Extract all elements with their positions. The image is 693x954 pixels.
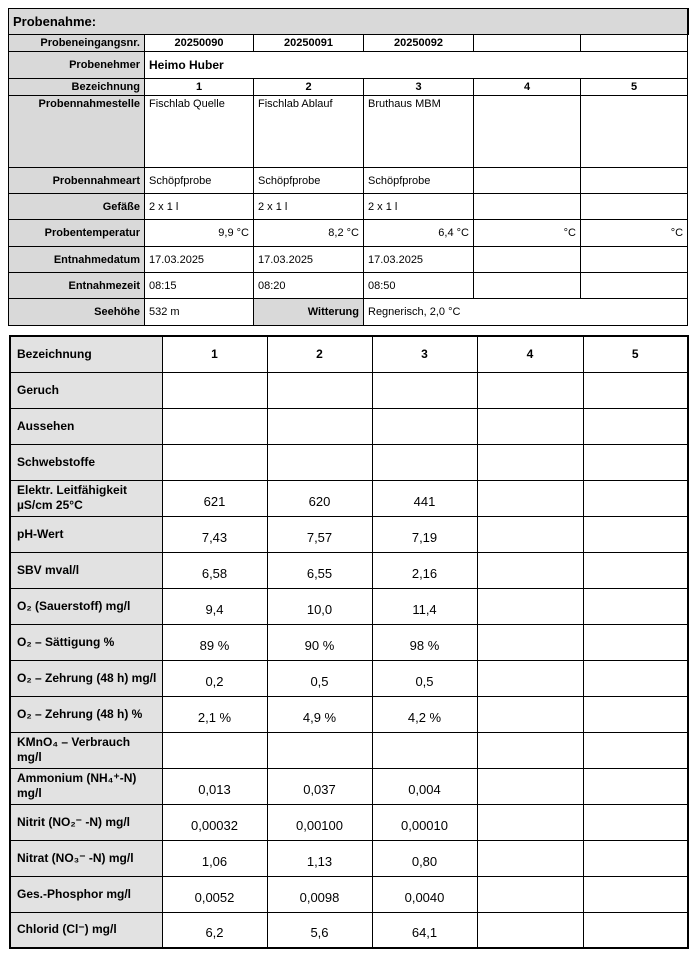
row-value-1: 0,013 <box>162 768 267 804</box>
analyse-col-3: 3 <box>372 336 477 372</box>
table-row <box>10 876 688 912</box>
label-witterung: Witterung <box>254 299 364 326</box>
eingangsnr-3: 20250092 <box>364 35 474 52</box>
row-value-1 <box>162 732 267 768</box>
row-value-5 <box>583 444 688 480</box>
row-label: O₂ – Zehrung (48 h) mg/l <box>10 660 162 696</box>
temperatur-2: 8,2 °C <box>254 220 364 247</box>
row-value-5 <box>583 840 688 876</box>
gefaesse-1: 2 x 1 l <box>145 194 254 220</box>
row-label: Nitrat (NO₃⁻ -N) mg/l <box>10 840 162 876</box>
zeit-2: 08:20 <box>254 273 364 299</box>
row-value-1 <box>162 372 267 408</box>
row-label: O₂ – Zehrung (48 h) % <box>10 696 162 732</box>
row-value-5 <box>583 480 688 516</box>
row-value-3: 0,004 <box>372 768 477 804</box>
row-value-3: 64,1 <box>372 912 477 948</box>
art-3: Schöpfprobe <box>364 168 474 194</box>
row-value-2: 4,9 % <box>267 696 372 732</box>
table-row <box>10 804 688 840</box>
eingangsnr-1: 20250090 <box>145 35 254 52</box>
analyse-col-4: 4 <box>477 336 583 372</box>
row-value-1: 9,4 <box>162 588 267 624</box>
temperatur-4: °C <box>474 220 581 247</box>
analyse-table <box>9 335 689 949</box>
row-value-4 <box>477 372 583 408</box>
row-value-5 <box>583 660 688 696</box>
bezeichnung-4: 4 <box>474 79 581 96</box>
row-value-3 <box>372 372 477 408</box>
analyse-header-label: Bezeichnung <box>10 336 162 372</box>
row-value-1: 0,2 <box>162 660 267 696</box>
row-label: O₂ (Sauerstoff) mg/l <box>10 588 162 624</box>
row-value-2 <box>267 444 372 480</box>
table-row <box>10 516 688 552</box>
table-row <box>10 444 688 480</box>
eingangsnr-5 <box>581 35 688 52</box>
label-temperatur: Probentemperatur <box>9 220 145 247</box>
row-value-5 <box>583 912 688 948</box>
row-value-5 <box>583 732 688 768</box>
row-label: Chlorid (Cl⁻) mg/l <box>10 912 162 948</box>
stelle-2: Fischlab Ablauf <box>254 96 364 168</box>
row-value-1 <box>162 408 267 444</box>
row-label: Geruch <box>10 372 162 408</box>
zeit-1: 08:15 <box>145 273 254 299</box>
gefaesse-5 <box>581 194 688 220</box>
row-value-1: 1,06 <box>162 840 267 876</box>
row-value-5 <box>583 372 688 408</box>
row-value-4 <box>477 768 583 804</box>
gefaesse-4 <box>474 194 581 220</box>
label-stelle: Probennahmestelle <box>9 96 145 168</box>
label-zeit: Entnahmezeit <box>9 273 145 299</box>
row-value-4 <box>477 588 583 624</box>
zeit-3: 08:50 <box>364 273 474 299</box>
label-art: Probennahmeart <box>9 168 145 194</box>
row-value-4 <box>477 840 583 876</box>
gefaesse-3: 2 x 1 l <box>364 194 474 220</box>
row-label: Ammonium (NH₄⁺-N) mg/l <box>10 768 162 804</box>
stelle-3: Bruthaus MBM <box>364 96 474 168</box>
row-value-2: 5,6 <box>267 912 372 948</box>
row-value-4 <box>477 516 583 552</box>
art-4 <box>474 168 581 194</box>
row-value-2: 90 % <box>267 624 372 660</box>
row-value-2: 10,0 <box>267 588 372 624</box>
row-value-5 <box>583 804 688 840</box>
row-value-3: 0,80 <box>372 840 477 876</box>
row-label: pH-Wert <box>10 516 162 552</box>
label-bezeichnung: Bezeichnung <box>9 79 145 96</box>
datum-2: 17.03.2025 <box>254 247 364 273</box>
row-value-5 <box>583 696 688 732</box>
row-value-4 <box>477 912 583 948</box>
row-value-4 <box>477 732 583 768</box>
row-value-3: 7,19 <box>372 516 477 552</box>
temperatur-3: 6,4 °C <box>364 220 474 247</box>
row-label: O₂ – Sättigung % <box>10 624 162 660</box>
datum-1: 17.03.2025 <box>145 247 254 273</box>
row-value-4 <box>477 480 583 516</box>
eingangsnr-4 <box>474 35 581 52</box>
row-value-3: 0,00010 <box>372 804 477 840</box>
zeit-5 <box>581 273 688 299</box>
table-row <box>10 372 688 408</box>
temperatur-1: 9,9 °C <box>145 220 254 247</box>
analyse-col-1: 1 <box>162 336 267 372</box>
row-value-3: 0,5 <box>372 660 477 696</box>
row-value-3 <box>372 444 477 480</box>
row-value-1: 621 <box>162 480 267 516</box>
art-1: Schöpfprobe <box>145 168 254 194</box>
row-value-4 <box>477 804 583 840</box>
table-row <box>10 480 688 516</box>
row-value-5 <box>583 624 688 660</box>
bezeichnung-5: 5 <box>581 79 688 96</box>
row-value-3: 4,2 % <box>372 696 477 732</box>
stelle-5 <box>581 96 688 168</box>
row-value-1: 7,43 <box>162 516 267 552</box>
section-title: Probenahme: <box>9 9 688 35</box>
row-label: Aussehen <box>10 408 162 444</box>
datum-5 <box>581 247 688 273</box>
row-value-3: 11,4 <box>372 588 477 624</box>
row-value-2: 6,55 <box>267 552 372 588</box>
label-eingangsnr: Probeneingangsnr. <box>9 35 145 52</box>
row-value-2 <box>267 372 372 408</box>
row-value-1: 6,2 <box>162 912 267 948</box>
seehoehe-value: 532 m <box>145 299 254 326</box>
table-row <box>10 624 688 660</box>
row-label: Elektr. Leitfähigkeit µS/cm 25°C <box>10 480 162 516</box>
row-value-4 <box>477 624 583 660</box>
analyse-rows <box>10 372 688 948</box>
row-value-3 <box>372 408 477 444</box>
bezeichnung-2: 2 <box>254 79 364 96</box>
stelle-1: Fischlab Quelle <box>145 96 254 168</box>
row-value-5 <box>583 768 688 804</box>
table-row <box>10 732 688 768</box>
table-row <box>10 408 688 444</box>
row-value-1 <box>162 444 267 480</box>
witterung-value: Regnerisch, 2,0 °C <box>364 299 688 326</box>
row-value-5 <box>583 588 688 624</box>
row-label: Ges.-Phosphor mg/l <box>10 876 162 912</box>
row-value-4 <box>477 552 583 588</box>
row-label: Nitrit (NO₂⁻ -N) mg/l <box>10 804 162 840</box>
row-value-4 <box>477 408 583 444</box>
row-value-5 <box>583 408 688 444</box>
eingangsnr-2: 20250091 <box>254 35 364 52</box>
table-row <box>10 588 688 624</box>
bezeichnung-1: 1 <box>145 79 254 96</box>
row-value-3: 0,0040 <box>372 876 477 912</box>
temperatur-5: °C <box>581 220 688 247</box>
row-value-4 <box>477 696 583 732</box>
row-value-2 <box>267 408 372 444</box>
stelle-4 <box>474 96 581 168</box>
gefaesse-2: 2 x 1 l <box>254 194 364 220</box>
datum-4 <box>474 247 581 273</box>
row-label: Schwebstoffe <box>10 444 162 480</box>
row-value-2: 0,037 <box>267 768 372 804</box>
row-value-2: 0,0098 <box>267 876 372 912</box>
zeit-4 <box>474 273 581 299</box>
row-value-2: 7,57 <box>267 516 372 552</box>
row-value-2 <box>267 732 372 768</box>
probenahme-table <box>8 8 689 326</box>
row-value-4 <box>477 444 583 480</box>
label-datum: Entnahmedatum <box>9 247 145 273</box>
label-probenehmer: Probenehmer <box>9 52 145 79</box>
row-label: KMnO₄ – Verbrauch mg/l <box>10 732 162 768</box>
row-value-1: 6,58 <box>162 552 267 588</box>
row-value-1: 0,0052 <box>162 876 267 912</box>
row-value-2: 620 <box>267 480 372 516</box>
analyse-col-5: 5 <box>583 336 688 372</box>
row-value-2: 0,00100 <box>267 804 372 840</box>
row-value-1: 2,1 % <box>162 696 267 732</box>
analyse-col-2: 2 <box>267 336 372 372</box>
row-value-2: 0,5 <box>267 660 372 696</box>
row-value-1: 0,00032 <box>162 804 267 840</box>
table-row <box>10 696 688 732</box>
row-value-3 <box>372 732 477 768</box>
label-gefaesse: Gefäße <box>9 194 145 220</box>
label-seehoehe: Seehöhe <box>9 299 145 326</box>
row-value-5 <box>583 552 688 588</box>
row-value-5 <box>583 876 688 912</box>
row-value-4 <box>477 876 583 912</box>
row-value-3: 98 % <box>372 624 477 660</box>
row-label: SBV mval/l <box>10 552 162 588</box>
row-value-2: 1,13 <box>267 840 372 876</box>
datum-3: 17.03.2025 <box>364 247 474 273</box>
row-value-5 <box>583 516 688 552</box>
row-value-4 <box>477 660 583 696</box>
row-value-1: 89 % <box>162 624 267 660</box>
art-5 <box>581 168 688 194</box>
row-value-3: 441 <box>372 480 477 516</box>
probenehmer-value: Heimo Huber <box>145 52 688 79</box>
bezeichnung-3: 3 <box>364 79 474 96</box>
table-row <box>10 768 688 804</box>
table-row <box>10 840 688 876</box>
row-value-3: 2,16 <box>372 552 477 588</box>
table-row <box>10 552 688 588</box>
table-row <box>10 660 688 696</box>
art-2: Schöpfprobe <box>254 168 364 194</box>
table-row <box>10 912 688 948</box>
